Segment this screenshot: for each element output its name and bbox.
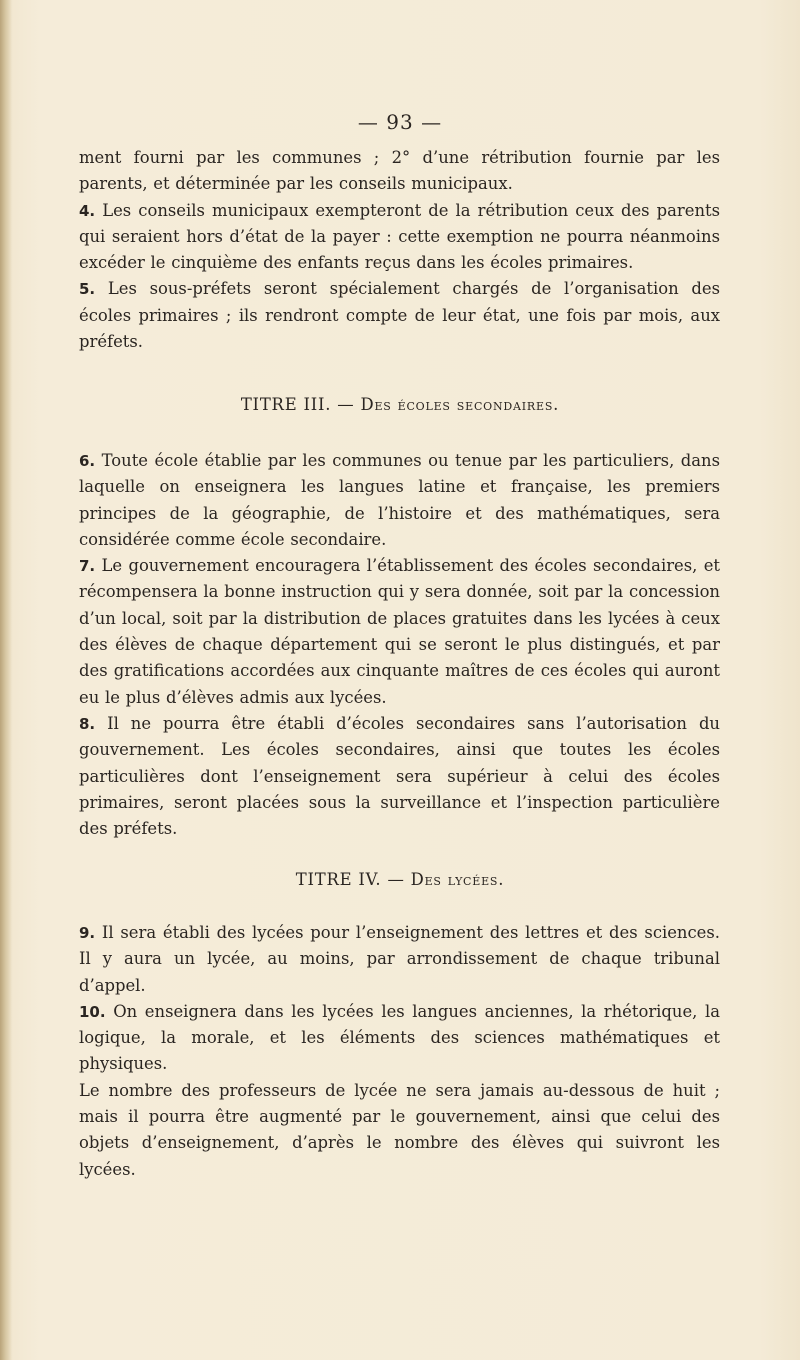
article-6 — [79, 448, 720, 553]
paragraph-text: Le gouvernement encouragera l’établissement des écoles secondaires, et récompensera la bonne instruction qui y sera donnée, soit par la concession d’un local, soit par la distribution de places gratuites dans les lycées à ceux des élèves de chaque département qui se seront le plus distingués, et par des gratifications accordées aux cinquante maîtres de ces écoles qui auront eu le plus d’élèves admis aux lycées. — [79, 556, 720, 707]
article-number: 8. — [79, 714, 96, 733]
section-lycees — [79, 920, 720, 1183]
title-prefix: TITRE IV. — — [295, 870, 411, 889]
page-number: — 93 — — [357, 110, 443, 134]
paragraph-professors — [79, 1078, 720, 1183]
paragraph-text: ment fourni par les communes ; 2° d’une rétribution fournie par les parents, et déterminée par les conseils municipaux. — [79, 148, 720, 194]
paragraph-text: Il ne pourra être établi d’écoles secondaires sans l’autorisation du gouvernement. Les écoles secondaires, ainsi que toutes les écoles particulières dont l’enseignement sera supérieur à celui des écoles primaires, seront placées sous la surveillance et l’inspection particulière des préfets. — [79, 713, 720, 839]
title-iv-heading — [0, 870, 800, 889]
paragraph-text: On enseignera dans les lycées les langues anciennes, la rhétorique, la logique, la morale, et les éléments des sciences mathématiques et physiques. — [79, 1001, 720, 1074]
title-prefix: TITRE III. — — [240, 395, 361, 414]
section-primary-schools — [79, 145, 720, 355]
title-name: Des lycées. — [410, 870, 505, 889]
article-8 — [79, 711, 720, 842]
article-7 — [79, 553, 720, 711]
paragraph-text: Toute école établie par les communes ou tenue par les particuliers, dans laquelle on enseignera les langues latine et française, les premiers principes de la géographie, de l’histoire et des mathématiques, sera considérée comme école secondaire. — [79, 451, 720, 549]
article-number: 5. — [79, 280, 96, 299]
article-number: 7. — [79, 557, 96, 576]
article-number: 4. — [79, 201, 96, 220]
paragraph-text: Le nombre des professeurs de lycée ne sera jamais au-dessous de huit ; mais il pourra être augmenté par le gouvernement, ainsi que celui des objets d’enseignement, d’après le nombre des élèves qui suivront les lycées. — [79, 1080, 720, 1179]
article-number: 6. — [79, 452, 96, 470]
article-number: 9. — [79, 924, 96, 942]
article-5 — [79, 276, 720, 355]
article-number: 10. — [79, 1002, 106, 1021]
paragraph-text: Les sous-préfets seront spécialement chargés de l’organisation des écoles primaires ; ils rendront compte de leur état, une fois par mois, aux préfets. — [79, 279, 720, 352]
title-iii-heading — [0, 395, 800, 414]
article-4 — [79, 198, 720, 277]
paragraph-text: Il sera établi des lycées pour l’enseignement des lettres et des sciences. Il y aura un lycée, au moins, par arrondissement de chaque tribunal d’appel. — [79, 923, 720, 995]
title-name: Des écoles secondaires. — [360, 395, 560, 414]
paragraph-continuation — [79, 145, 720, 198]
article-10 — [79, 999, 720, 1078]
page-binding-edge — [0, 0, 12, 1360]
article-9 — [79, 920, 720, 999]
paragraph-text: Les conseils municipaux exempteront de la rétribution ceux des parents qui seraient hors d’état de la payer : cette exemption ne pourra néanmoins excéder le cinquième des enfants reçus dans les écoles primaires. — [79, 200, 720, 273]
section-secondary-schools — [79, 448, 720, 842]
